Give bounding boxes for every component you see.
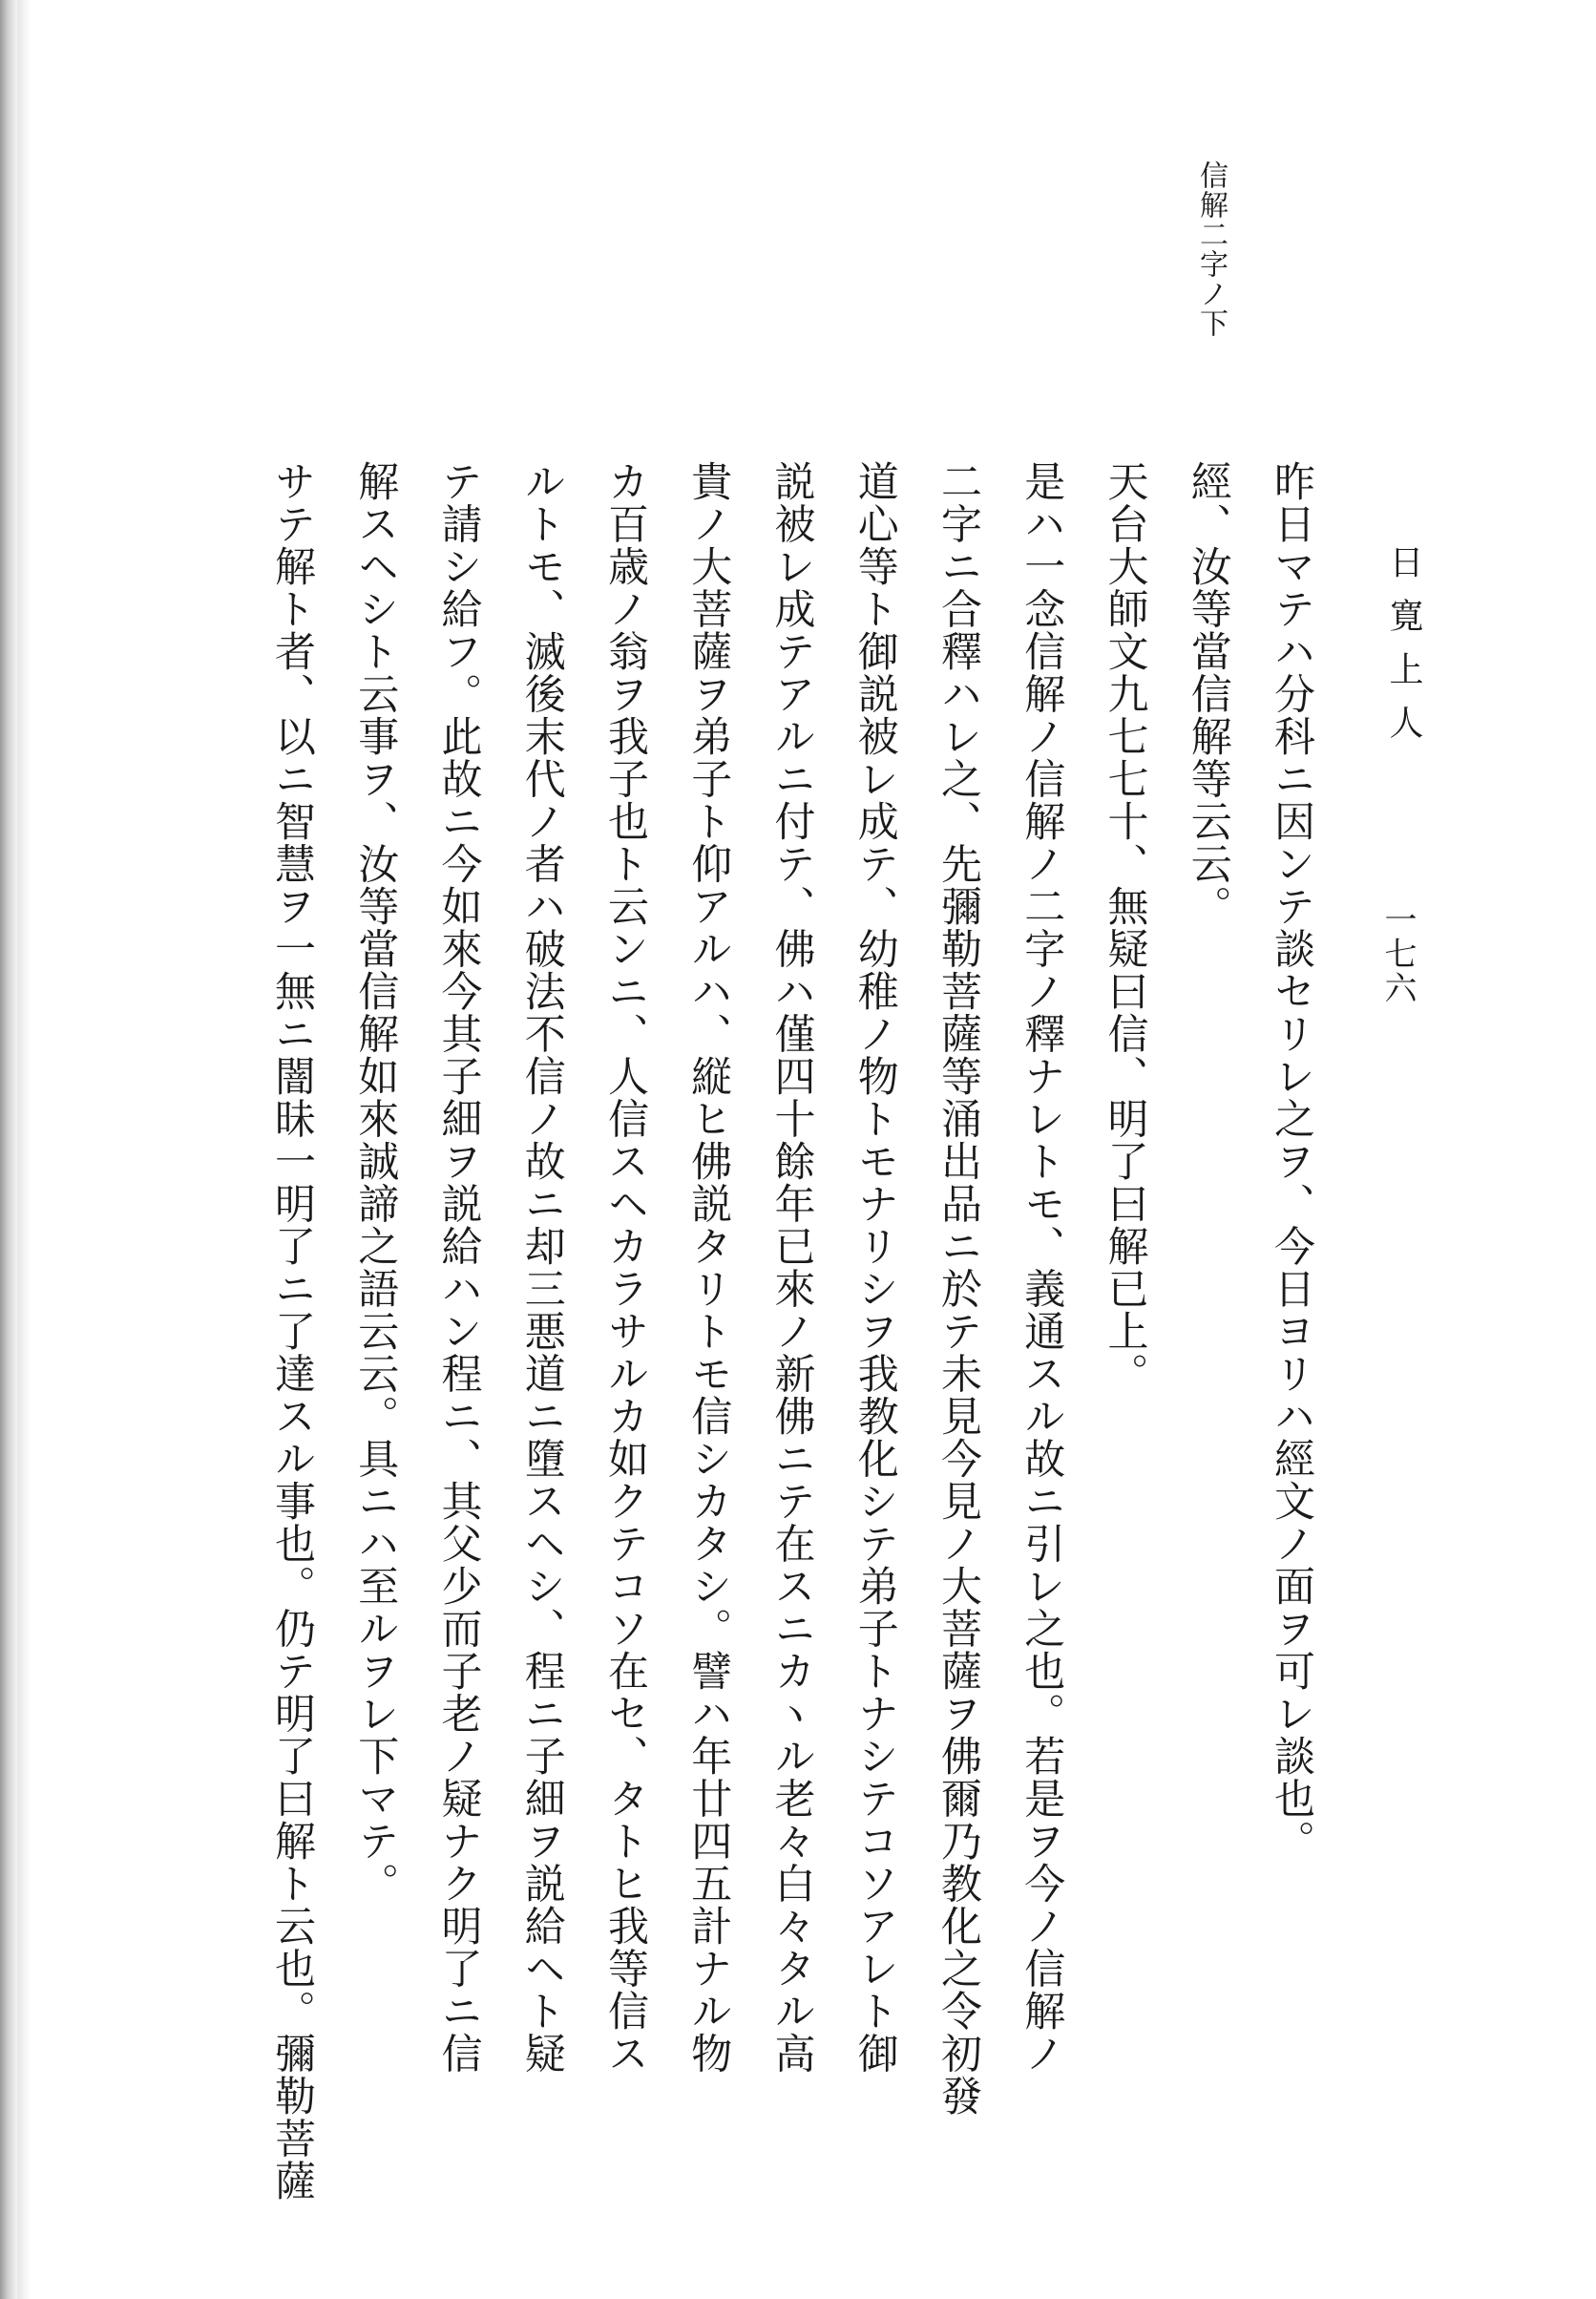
text-column-6: 道心等ト御説被レ成テ、幼稚ノ物トモナリシヲ我教化シテ弟子トナシテコソアレト御 — [850, 460, 899, 2075]
text-column-4: 是ハ一念信解ノ信解ノ二字ノ釋ナレトモ、義通スル故ニ引レ之也。若是ヲ今ノ信解ノ — [1018, 460, 1066, 2075]
margin-note: 信解二字ノ下 — [1194, 160, 1228, 338]
text-column-3: 天台大師文九七七十、無疑曰信、明了曰解已上。 — [1101, 460, 1149, 1395]
text-column-11: テ請シ給フ。此故ニ今如來今其子細ヲ説給ハン程ニ、其父少而子老ノ疑ナク明了ニ信 — [434, 460, 483, 2075]
body-text — [268, 460, 1315, 2207]
text-column-9: カ百歳ノ翁ヲ我子也ト云ンニ、人信スヘカラサルカ如クテコソ在セ、タトヒ我等信ス — [601, 460, 649, 2075]
text-column-10: ルトモ、滅後末代ノ者ハ破法不信ノ故ニ却三悪道ニ墮スヘシ、程ニ子細ヲ説給ヘト疑 — [517, 460, 566, 2075]
binding-edge — [0, 0, 17, 2299]
binding-shadow — [17, 0, 31, 2299]
text-column-5: 二字ニ合釋ハレ之、先彌勒菩薩等涌出品ニ於テ未見今見ノ大菩薩ヲ佛爾乃教化之令初發 — [934, 460, 982, 2118]
text-column-2: 經、汝等當信解等云云。 — [1184, 460, 1232, 928]
text-column-7: 説被レ成テアルニ付テ、佛ハ僅四十餘年已來ノ新佛ニテ在スニカヽル老々白々タル高 — [767, 460, 816, 2075]
running-head: 日寛上人 — [1384, 544, 1423, 758]
text-column-12: 解スヘシト云事ヲ、汝等當信解如來誠諦之語云云。具ニハ至ルヲレ下マテ。 — [351, 460, 400, 1905]
text-column-13: サテ解ト者、以ニ智慧ヲ一無ニ闇昧一明了ニ了達スル事也。仍テ明了曰解ト云也。彌勒菩薩 — [268, 460, 316, 2203]
text-column-8: 貴ノ大菩薩ヲ弟子ト仰アルハ、縦ヒ佛説タリトモ信シカタシ。譬ハ年廿四五計ナル物 — [684, 460, 733, 2075]
text-column-1: 昨日マテハ分科ニ因ンテ談セリレ之ヲ、今日ヨリハ經文ノ面ヲ可レ談也。 — [1268, 460, 1315, 1863]
page-number: 一七六 — [1378, 902, 1417, 1005]
